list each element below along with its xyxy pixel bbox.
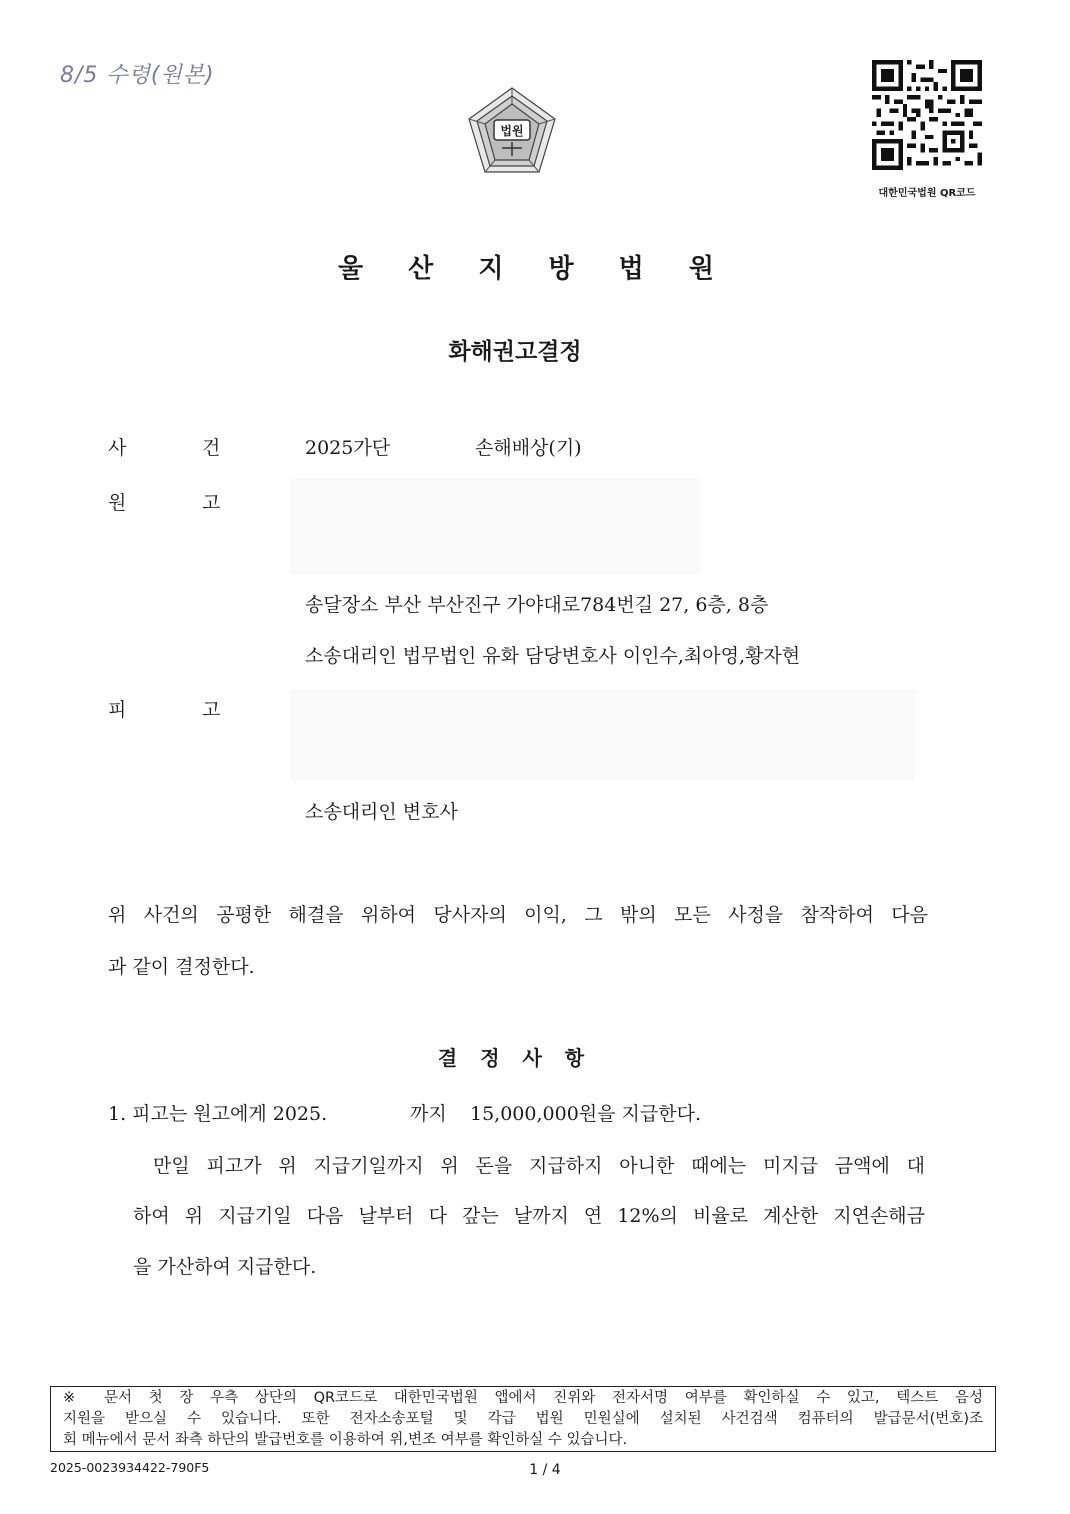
defendant-redacted-area (290, 690, 915, 780)
case-label-1: 사 (108, 437, 127, 459)
decision-item-1-amount: 15,000,000원을 지급한다. (470, 1103, 701, 1125)
case-name: 손해배상(기) (475, 437, 582, 459)
notice-line-1: ※ 문서 첫 장 우측 상단의 QR코드로 대한민국법원 앱에서 진위와 전자서명 여부를 확인하실 수 있고, 텍스트 음성 (63, 1390, 983, 1406)
handwritten-receipt-note: 8/5 수령(원본) (60, 63, 215, 88)
page-number: 1 / 4 (529, 1462, 561, 1478)
verification-qr-code[interactable] (872, 60, 982, 170)
decision-heading: 결 정 사 항 (437, 1046, 593, 1070)
plaintiff-attorney: 소송대리인 법무법인 유화 담당변호사 이인수,최아영,황자현 (305, 645, 801, 667)
decision-item-1-line-4: 을 가산하여 지급한다. (133, 1256, 317, 1278)
decision-item-1-prefix: 1. 피고는 원고에게 2025. (108, 1103, 328, 1125)
document-title: 화해권고결정 (448, 339, 582, 365)
defendant-label-2: 고 (202, 699, 221, 721)
verification-notice-box (50, 1386, 996, 1452)
issue-number: 2025-0023934422-790F5 (50, 1460, 210, 1475)
seal-text: 법원 (500, 124, 524, 138)
court-name: 울 산 지 방 법 원 (338, 254, 732, 284)
defendant-attorney: 소송대리인 변호사 (305, 801, 458, 823)
decision-item-1-until: 까지 (410, 1103, 447, 1125)
intro-line-1: 위 사건의 공평한 해결을 위하여 당사자의 이익, 그 밖의 모든 사정을 참작하여 다음 (108, 904, 928, 926)
qr-caption: 대한민국법원 QR코드 (878, 188, 976, 199)
plaintiff-label-2: 고 (202, 492, 221, 514)
notice-line-3: 회 메뉴에서 문서 좌측 하단의 발급번호를 이용하여 위,변조 여부를 확인하실 수 있습니다. (63, 1432, 628, 1448)
plaintiff-service-address: 송달장소 부산 부산진구 가야대로784번길 27, 6층, 8층 (305, 594, 769, 616)
case-number: 2025가단 (305, 437, 391, 459)
intro-line-2: 과 같이 결정한다. (108, 956, 255, 978)
case-label-2: 건 (202, 437, 221, 459)
plaintiff-redacted-area (290, 478, 700, 574)
notice-line-2: 지원을 받으실 수 있습니다. 또한 전자소송포털 및 각급 법원 민원실에 설치된 사건검색 컴퓨터의 발급문서(번호)조 (63, 1411, 983, 1427)
decision-item-1-line-2: 만일 피고가 위 지급기일까지 위 돈을 지급하지 아니한 때에는 미지급 금액에 대 (153, 1155, 925, 1177)
court-seal-emblem (462, 84, 562, 184)
defendant-label-1: 피 (108, 699, 127, 721)
plaintiff-label-1: 원 (108, 492, 127, 514)
decision-item-1-line-3: 하여 위 지급기일 다음 날부터 다 갚는 날까지 연 12%의 비율로 계산한 지연손해금 (133, 1205, 925, 1227)
